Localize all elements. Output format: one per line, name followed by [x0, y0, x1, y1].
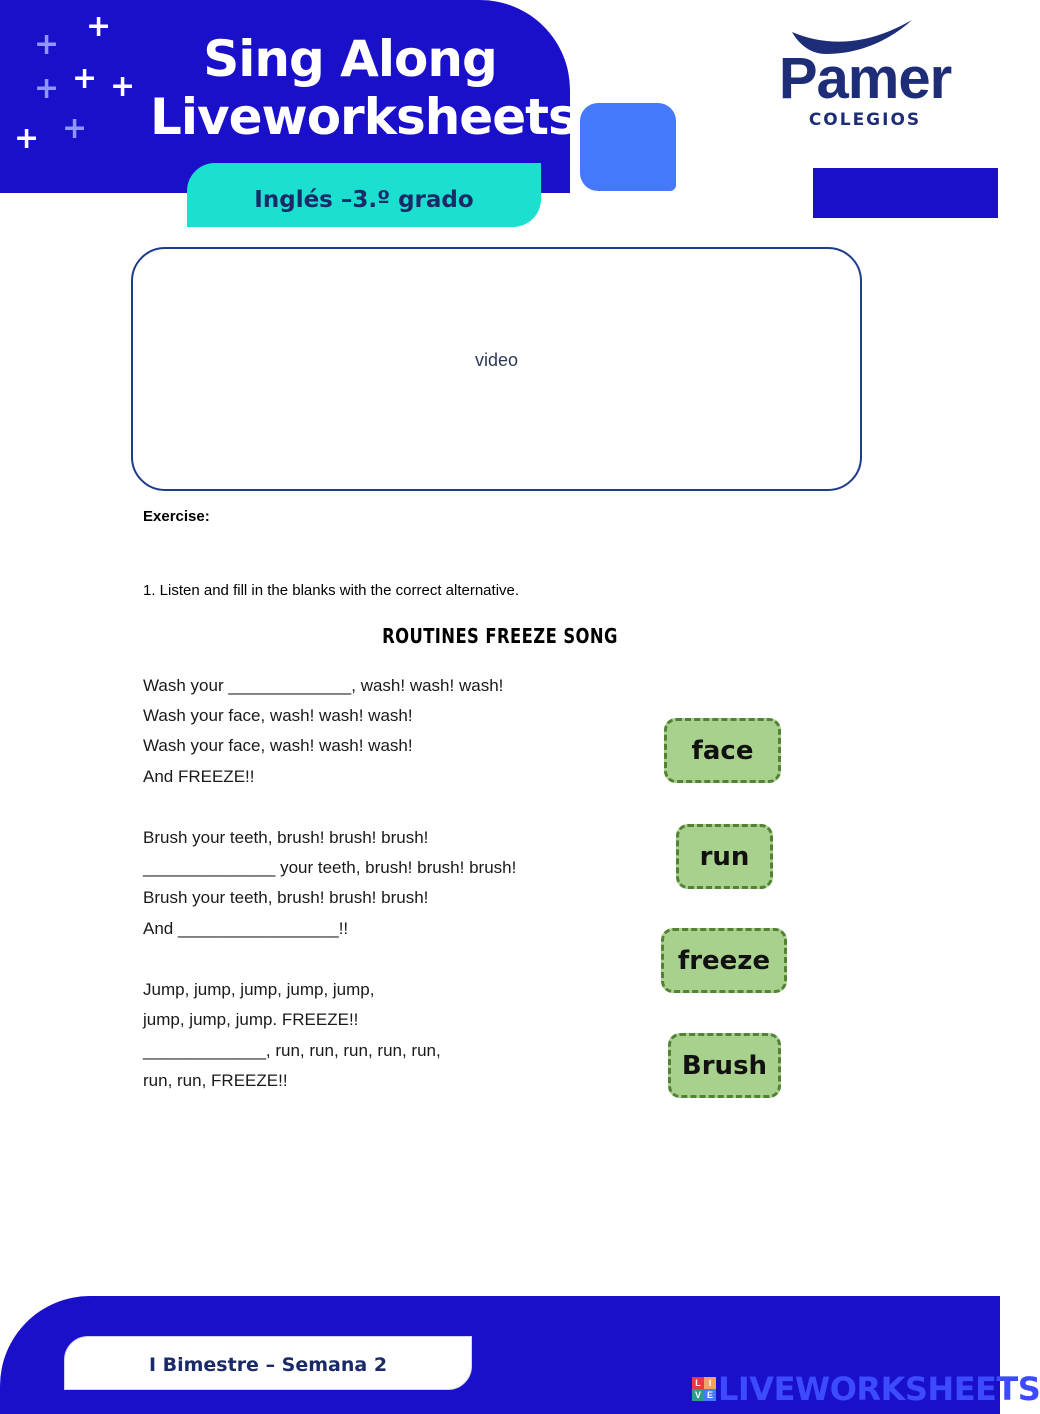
decorative-square: [580, 103, 676, 191]
lyric-line: And FREEZE!!: [143, 767, 255, 786]
plus-icon: +: [34, 71, 60, 106]
plus-icon: +: [62, 111, 88, 146]
lyric-line: Wash your face, wash! wash! wash!: [143, 736, 413, 755]
lyric-line: jump, jump, jump. FREEZE!!: [143, 1010, 359, 1029]
title-line-1: Sing Along: [203, 30, 497, 88]
lyric-line: Wash your _____________, wash! wash! wash!: [143, 676, 504, 695]
subject-label: Inglés –3.º grado: [254, 187, 474, 213]
lyric-line: _____________, run, run, run, run, run,: [143, 1041, 441, 1060]
liveworksheets-logo-icon: L I V E: [692, 1377, 716, 1401]
instruction-text: 1. Listen and fill in the blanks with the correct alternative.: [143, 582, 520, 599]
lyric-line: Brush your teeth, brush! brush! brush!: [143, 888, 429, 907]
lyric-line: Jump, jump, jump, jump, jump,: [143, 980, 375, 999]
song-title: ROUTINES FREEZE SONG: [382, 624, 618, 648]
lyric-line: Wash your face, wash! wash! wash!: [143, 706, 413, 725]
answer-chip-run[interactable]: run: [676, 824, 773, 889]
plus-icon: +: [110, 69, 136, 104]
logo-subtitle: COLEGIOS: [808, 110, 922, 130]
liveworksheets-watermark: LIVEWORKSHEETS: [718, 1370, 1040, 1408]
answer-chip-face[interactable]: face: [664, 718, 781, 783]
exercise-heading: Exercise:: [143, 508, 210, 525]
lyric-line: run, run, FREEZE!!: [143, 1071, 288, 1090]
logo-name: Pamer: [778, 46, 952, 111]
video-label: video: [474, 350, 519, 370]
period-label: I Bimestre – Semana 2: [148, 1354, 388, 1376]
page-title: [150, 30, 577, 146]
plus-icon: +: [72, 61, 98, 96]
decorative-bar: [813, 168, 998, 218]
lyric-line: ______________ your teeth, brush! brush! brush!: [143, 858, 517, 877]
plus-icon: +: [14, 121, 40, 156]
plus-icon: +: [86, 9, 112, 44]
answer-chip-brush[interactable]: Brush: [668, 1033, 781, 1098]
lyric-line: Brush your teeth, brush! brush! brush!: [143, 828, 429, 847]
plus-icon: +: [34, 27, 60, 62]
answer-chip-freeze[interactable]: freeze: [661, 928, 787, 993]
lyric-line: And _________________!!: [143, 919, 349, 938]
title-line-2: Liveworksheets: [150, 88, 577, 146]
